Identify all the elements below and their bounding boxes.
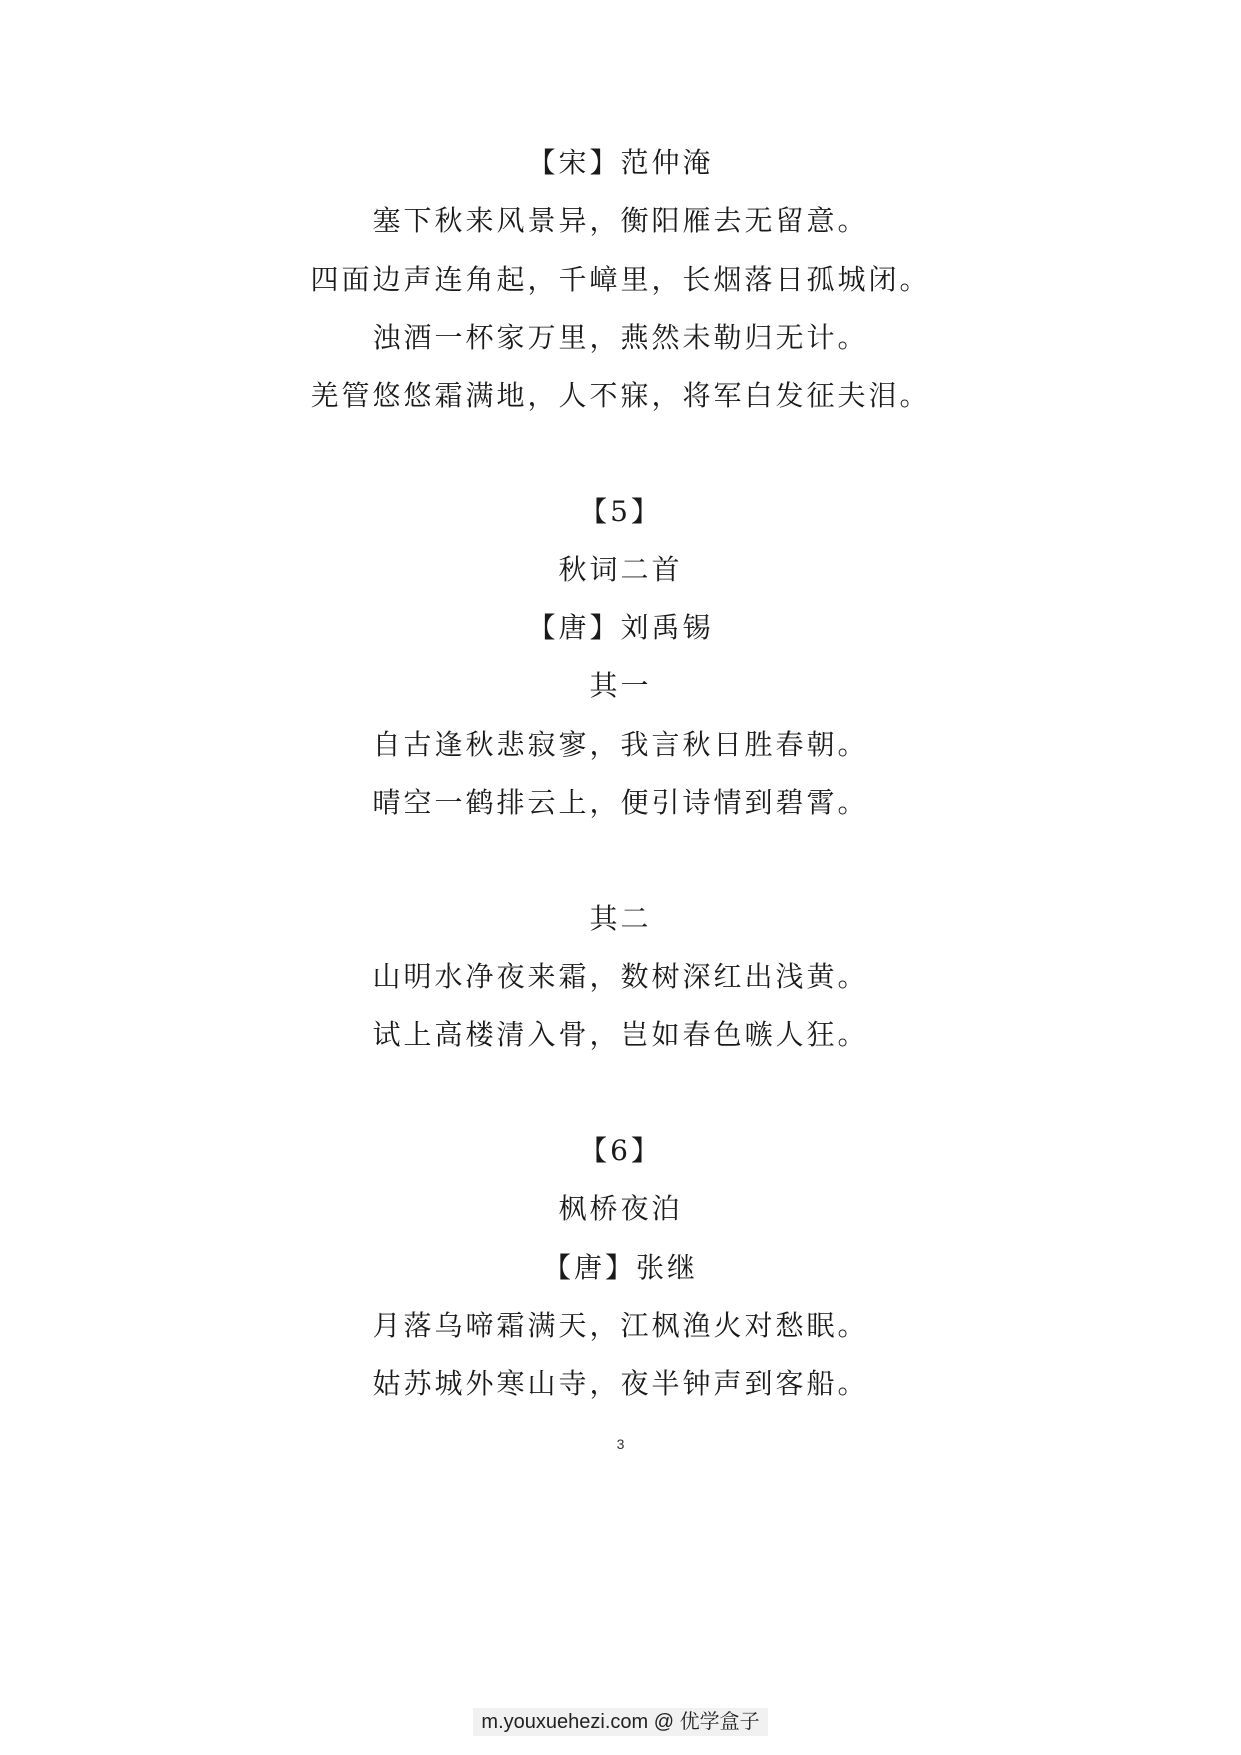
poem4-author: 【宋】范仲淹 — [527, 146, 714, 179]
poem5-part1-line-2: 晴空一鹤排云上，便引诗情到碧霄。 — [372, 786, 869, 819]
poem5-part1-line-1: 自古逢秋悲寂寥，我言秋日胜春朝。 — [372, 728, 869, 761]
poem6-line-2: 姑苏城外寒山寺，夜半钟声到客船。 — [372, 1367, 869, 1400]
poem6-number: 【6】 — [579, 1134, 662, 1167]
poem5-part2-line-2: 试上高楼清入骨，岂如春色嗾人狂。 — [372, 1018, 869, 1051]
poem5-part2-line-1: 山明水净夜来霜，数树深红出浅黄。 — [372, 960, 869, 993]
poem4-line-1: 塞下秋来风景异，衡阳雁去无留意。 — [372, 204, 869, 237]
poem5-part2-heading: 其二 — [589, 902, 652, 935]
poem5-title: 秋词二首 — [558, 553, 683, 586]
poem6-author: 【唐】张继 — [542, 1251, 698, 1284]
poem6-line-1: 月落乌啼霜满天，江枫渔火对愁眠。 — [372, 1309, 869, 1342]
poem5-part1-heading: 其一 — [589, 669, 652, 702]
footer-watermark — [0, 1708, 1241, 1736]
poem4-line-4: 羌管悠悠霜满地，人不寐，将军白发征夫泪。 — [310, 379, 931, 412]
poem4-line-3: 浊酒一杯家万里，燕然未勒归无计。 — [372, 321, 869, 354]
footer-text: m.youxuehezi.com @ 优学盒子 — [473, 1708, 767, 1736]
poem5-author: 【唐】刘禹锡 — [527, 611, 714, 644]
page-number: 3 — [616, 1436, 625, 1452]
poem4-line-2: 四面边声连角起，千嶂里，长烟落日孤城闭。 — [310, 263, 931, 296]
poem5-number: 【5】 — [579, 495, 662, 528]
poem6-title: 枫桥夜泊 — [558, 1192, 683, 1225]
